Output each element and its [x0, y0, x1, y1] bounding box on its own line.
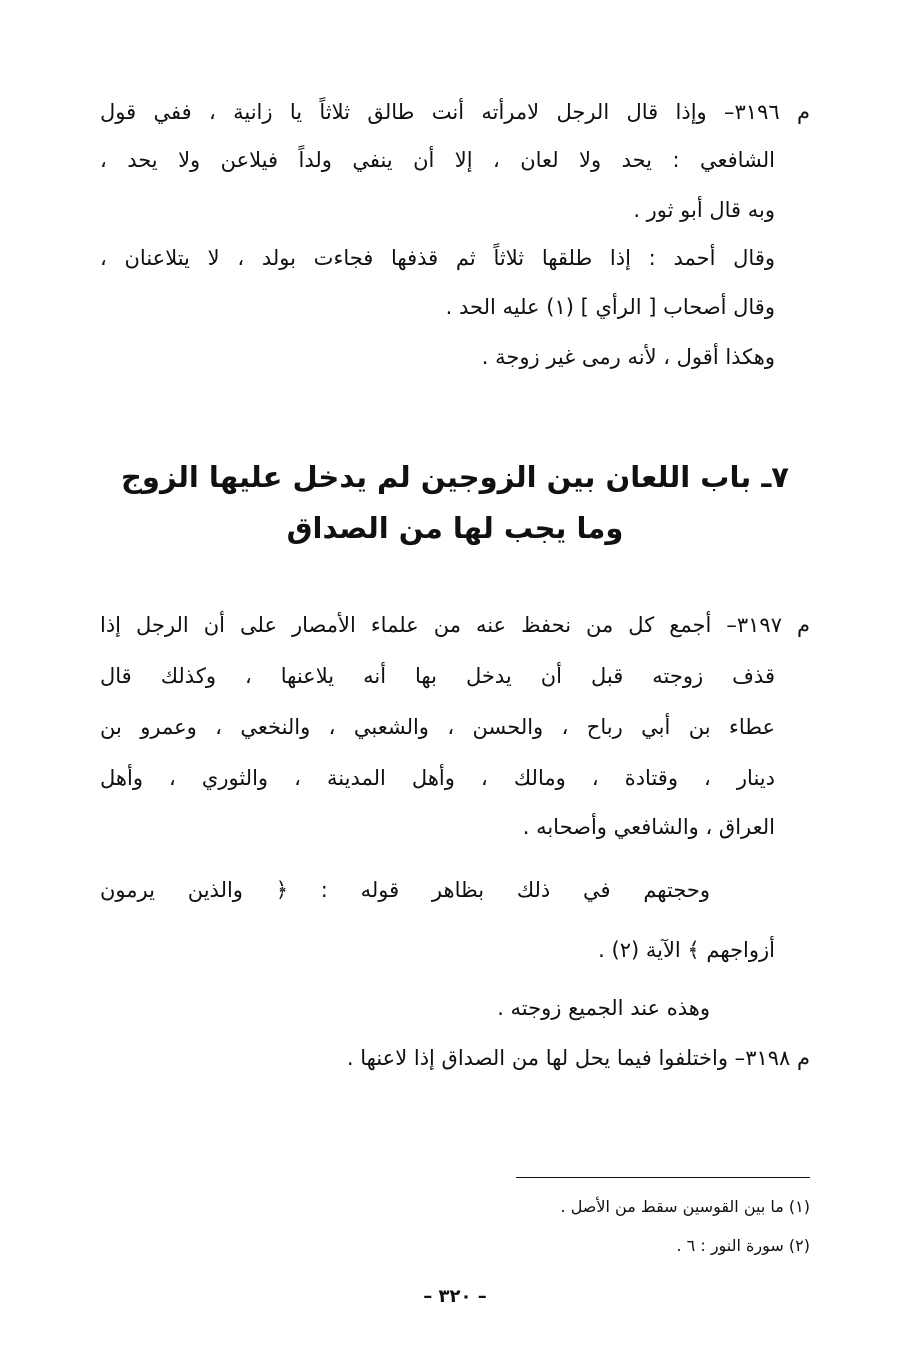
paragraph-3196-line-1: م ٣١٩٦– وإذا قال الرجل لامرأته أنت طالق ثلاثاً يا زانية ، ففي قول: [100, 100, 810, 124]
evidence-line-2: أزواجهم ﴾ الآية (٢) .: [598, 938, 775, 962]
footnote-separator: [516, 1177, 810, 1178]
paragraph-3197-line-3: عطاء بن أبي رباح ، والحسن ، والشعبي ، والنخعي ، وعمرو بن: [100, 715, 775, 739]
paragraph-opinion: وهكذا أقول ، لأنه رمى غير زوجة .: [481, 345, 775, 369]
spouse-statement: وهذه عند الجميع زوجته .: [497, 996, 710, 1020]
chapter-title-line-1: ٧ـ باب اللعان بين الزوجين لم يدخل عليها الزوج: [121, 460, 789, 494]
paragraph-3196-line-2: الشافعي : يحد ولا لعان ، إلا أن ينفي ولداً فيلاعن ولا يحد ،: [100, 148, 775, 172]
paragraph-3197-line-5: العراق ، والشافعي وأصحابه .: [522, 815, 775, 839]
paragraph-3196-line-3: وبه قال أبو ثور .: [633, 198, 775, 222]
paragraph-3197-line-2: قذف زوجته قبل أن يدخل بها أنه يلاعنها ، وكذلك قال: [100, 664, 775, 688]
evidence-line-1: وحجتهم في ذلك بظاهر قوله : ﴿ والذين يرمون: [100, 878, 710, 902]
paragraph-3197-line-4: دينار ، وقتادة ، ومالك ، وأهل المدينة ، والثوري ، وأهل: [100, 766, 775, 790]
footnote-2: (٢) سورة النور : ٦ .: [676, 1236, 810, 1255]
paragraph-ahmad-line-1: وقال أحمد : إذا طلقها ثلاثاً ثم قذفها فجاءت بولد ، لا يتلاعنان ،: [100, 246, 775, 270]
paragraph-3197-line-1: م ٣١٩٧– أجمع كل من نحفظ عنه من علماء الأمصار على أن الرجل إذا: [100, 613, 810, 637]
page-number: – ٣٢٠ –: [423, 1286, 487, 1307]
footnote-1: (١) ما بين القوسين سقط من الأصل .: [560, 1197, 810, 1216]
paragraph-ahmad-line-2: وقال أصحاب [ الرأي ] (١) عليه الحد .: [445, 295, 775, 319]
paragraph-3198: م ٣١٩٨– واختلفوا فيما يحل لها من الصداق إذا لاعنها .: [346, 1046, 810, 1070]
chapter-title-line-2: وما يجب لها من الصداق: [286, 511, 624, 545]
